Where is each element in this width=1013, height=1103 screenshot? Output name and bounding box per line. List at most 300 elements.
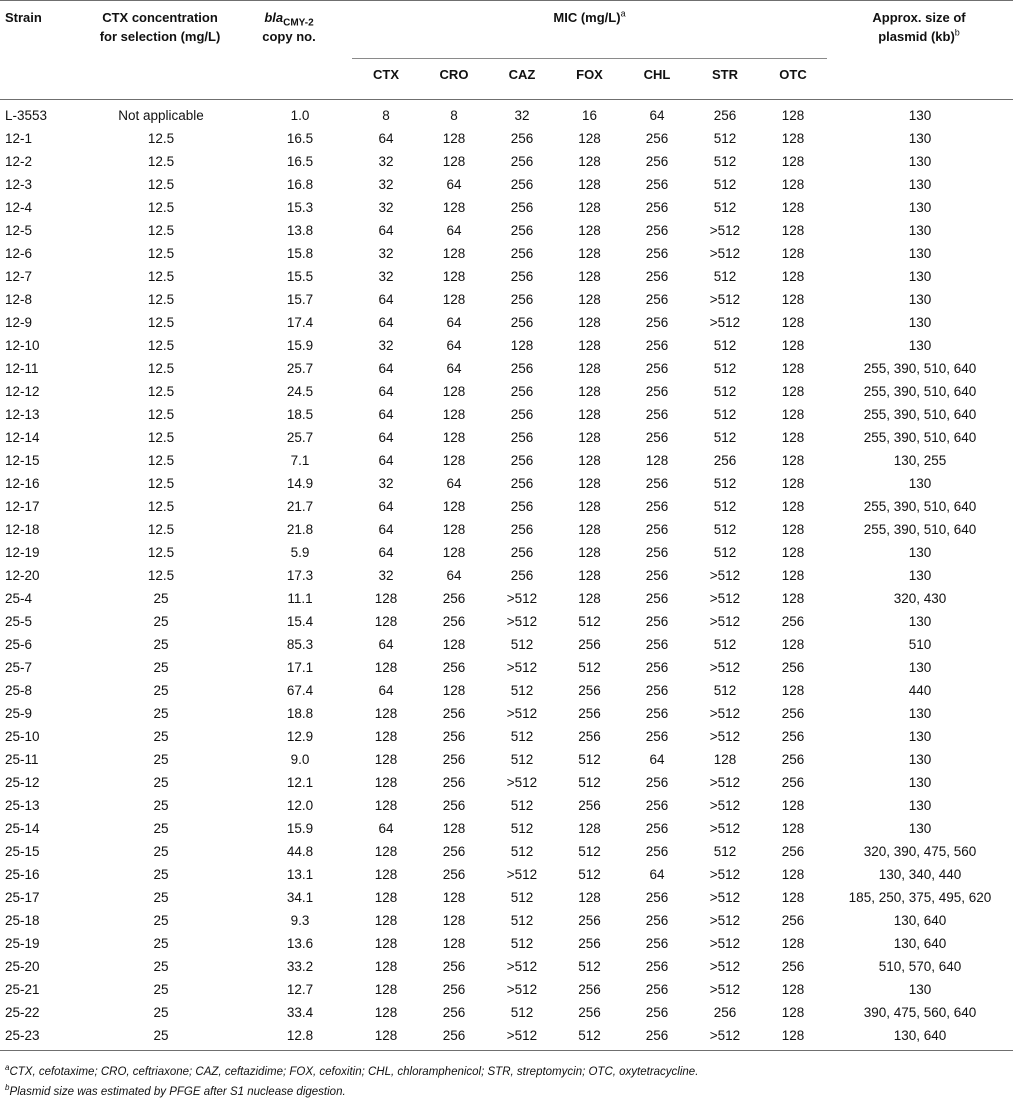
cell-mic-fox: 256: [578, 936, 601, 951]
cell-ctx-concentration: 25: [153, 706, 169, 721]
header-bla-italic: bla: [264, 10, 284, 25]
cell-ctx-concentration: 12.5: [147, 292, 175, 307]
cell-bla-copy-number: 33.2: [286, 959, 314, 974]
cell-plasmid-size: 130: [908, 108, 932, 123]
cell-mic-str: >512: [709, 959, 741, 974]
cell-ctx-concentration: 12.5: [147, 246, 175, 261]
cell-mic-str: >512: [709, 867, 741, 882]
cell-mic-str: 512: [713, 844, 737, 859]
cell-strain: 25-10: [5, 729, 40, 744]
cell-mic-otc: 128: [781, 269, 805, 284]
cell-mic-fox: 256: [578, 706, 601, 721]
cell-mic-fox: 128: [578, 200, 601, 215]
cell-plasmid-size: 130: [908, 775, 932, 790]
cell-bla-copy-number: 7.1: [290, 453, 310, 468]
cell-mic-str: 512: [713, 338, 737, 353]
table-row: [0, 748, 1013, 771]
cell-mic-chl: 256: [645, 890, 669, 905]
cell-mic-otc: 256: [781, 752, 805, 767]
table-row: [0, 426, 1013, 449]
cell-mic-caz: 512: [510, 936, 534, 951]
cell-mic-ctx: 8: [382, 108, 390, 123]
cell-plasmid-size: 130, 640: [893, 936, 947, 951]
cell-mic-cro: 128: [442, 453, 466, 468]
cell-mic-fox: 512: [578, 752, 601, 767]
cell-plasmid-size: 130, 640: [893, 1028, 947, 1043]
cell-mic-fox: 16: [581, 108, 598, 123]
cell-mic-str: >512: [709, 913, 741, 928]
cell-mic-cro: 128: [442, 407, 466, 422]
cell-mic-caz: 256: [510, 453, 534, 468]
cell-plasmid-size: 130: [908, 177, 932, 192]
cell-ctx-concentration: 12.5: [147, 476, 175, 491]
cell-mic-caz: >512: [506, 867, 538, 882]
header-strain: [5, 8, 42, 27]
cell-mic-caz: 512: [510, 844, 534, 859]
table-row: [0, 886, 1013, 909]
cell-mic-chl: 256: [645, 476, 669, 491]
cell-ctx-concentration: 25: [153, 660, 169, 675]
cell-plasmid-size: 130: [908, 292, 932, 307]
cell-bla-copy-number: 33.4: [286, 1005, 314, 1020]
cell-mic-chl: 256: [645, 315, 669, 330]
cell-mic-ctx: 128: [374, 1028, 398, 1043]
cell-plasmid-size: 440: [908, 683, 932, 698]
cell-mic-fox: 128: [578, 154, 601, 169]
cell-ctx-concentration: 25: [153, 821, 169, 836]
cell-ctx-concentration: 12.5: [147, 361, 175, 376]
cell-mic-caz: 128: [510, 338, 534, 353]
cell-mic-cro: 256: [442, 867, 466, 882]
cell-mic-otc: 128: [781, 683, 805, 698]
cell-mic-str: 512: [713, 683, 737, 698]
cell-strain: 25-9: [5, 706, 33, 721]
cell-plasmid-size: 510: [908, 637, 932, 652]
cell-mic-cro: 128: [442, 890, 466, 905]
cell-mic-ctx: 64: [378, 361, 394, 376]
footnotes: [5, 1062, 698, 1102]
table-row: [0, 242, 1013, 265]
cell-mic-chl: 256: [645, 430, 669, 445]
cell-mic-ctx: 128: [374, 660, 398, 675]
cell-mic-chl: 256: [645, 545, 669, 560]
cell-mic-chl: 64: [649, 867, 665, 882]
table-row: [0, 679, 1013, 702]
table-row: [0, 472, 1013, 495]
header-ctx-line1: CTX concentration: [102, 10, 218, 25]
cell-mic-chl: 256: [645, 729, 669, 744]
cell-mic-caz: >512: [506, 660, 538, 675]
cell-strain: 25-4: [5, 591, 33, 606]
subheader-ctx: CTX: [373, 67, 399, 82]
cell-mic-caz: >512: [506, 591, 538, 606]
table-bottom-rule: [0, 1050, 1013, 1051]
cell-mic-caz: 256: [510, 384, 534, 399]
cell-mic-ctx: 64: [378, 292, 394, 307]
cell-mic-cro: 256: [442, 660, 466, 675]
cell-mic-ctx: 32: [378, 154, 394, 169]
cell-strain: 12-1: [5, 131, 33, 146]
cell-mic-otc: 128: [781, 131, 805, 146]
cell-mic-otc: 128: [781, 430, 805, 445]
cell-mic-otc: 256: [781, 706, 805, 721]
cell-mic-otc: 128: [781, 338, 805, 353]
header-bla-subscript: CMY-2: [283, 17, 314, 29]
cell-mic-chl: 256: [645, 660, 669, 675]
cell-mic-otc: 128: [781, 292, 805, 307]
table-row: [0, 288, 1013, 311]
cell-mic-caz: 256: [510, 545, 534, 560]
cell-mic-caz: >512: [506, 959, 538, 974]
cell-mic-chl: 256: [645, 936, 669, 951]
cell-plasmid-size: 255, 390, 510, 640: [863, 430, 977, 445]
cell-mic-ctx: 64: [378, 223, 394, 238]
cell-mic-otc: 128: [781, 867, 805, 882]
table-row: [0, 380, 1013, 403]
header-mic-footnote-mark: a: [620, 8, 626, 19]
cell-mic-ctx: 64: [378, 522, 394, 537]
cell-mic-otc: 128: [781, 1028, 805, 1043]
cell-mic-ctx: 128: [374, 775, 398, 790]
cell-mic-ctx: 32: [378, 200, 394, 215]
cell-mic-otc: 128: [781, 407, 805, 422]
cell-mic-fox: 128: [578, 292, 601, 307]
table-row: [0, 173, 1013, 196]
cell-mic-cro: 128: [442, 545, 466, 560]
cell-plasmid-size: 130: [908, 982, 932, 997]
cell-mic-str: 512: [713, 430, 737, 445]
cell-mic-fox: 512: [578, 775, 601, 790]
cell-mic-ctx: 32: [378, 338, 394, 353]
cell-bla-copy-number: 34.1: [286, 890, 314, 905]
cell-bla-copy-number: 16.5: [286, 154, 314, 169]
cell-ctx-concentration: 12.5: [147, 545, 175, 560]
cell-mic-ctx: 128: [374, 1005, 398, 1020]
cell-mic-caz: 512: [510, 890, 534, 905]
cell-ctx-concentration: 12.5: [147, 131, 175, 146]
cell-bla-copy-number: 11.1: [287, 591, 313, 606]
cell-plasmid-size: 130: [908, 200, 932, 215]
cell-mic-fox: 512: [578, 614, 601, 629]
table-row: [0, 357, 1013, 380]
cell-mic-str: 512: [713, 545, 737, 560]
cell-mic-fox: 128: [578, 591, 601, 606]
cell-mic-ctx: 64: [378, 453, 394, 468]
cell-mic-otc: 128: [781, 982, 805, 997]
cell-mic-fox: 512: [578, 844, 601, 859]
cell-mic-cro: 128: [442, 430, 466, 445]
cell-mic-cro: 128: [442, 269, 466, 284]
cell-bla-copy-number: 12.8: [286, 1028, 314, 1043]
cell-mic-ctx: 128: [374, 752, 398, 767]
cell-mic-str: >512: [709, 821, 741, 836]
subheader-chl: CHL: [643, 67, 671, 82]
cell-mic-cro: 128: [442, 200, 466, 215]
cell-bla-copy-number: 15.9: [286, 338, 314, 353]
cell-plasmid-size: 130: [908, 660, 932, 675]
cell-ctx-concentration: 12.5: [147, 269, 175, 284]
cell-mic-chl: 256: [645, 959, 669, 974]
cell-bla-copy-number: 44.8: [286, 844, 314, 859]
cell-ctx-concentration: 25: [153, 614, 169, 629]
cell-mic-str: 512: [713, 476, 737, 491]
cell-mic-cro: 128: [442, 246, 466, 261]
cell-bla-copy-number: 25.7: [286, 430, 314, 445]
cell-ctx-concentration: 12.5: [147, 522, 175, 537]
cell-mic-otc: 128: [781, 936, 805, 951]
cell-bla-copy-number: 85.3: [286, 637, 314, 652]
cell-mic-cro: 256: [442, 798, 466, 813]
cell-strain: 25-16: [5, 867, 40, 882]
table-row: [0, 403, 1013, 426]
cell-mic-fox: 128: [578, 315, 601, 330]
cell-strain: L-3553: [5, 108, 48, 123]
cell-plasmid-size: 130: [908, 545, 932, 560]
cell-bla-copy-number: 17.4: [286, 315, 314, 330]
cell-mic-str: >512: [709, 614, 741, 629]
table-row: [0, 311, 1013, 334]
cell-mic-otc: 128: [781, 568, 805, 583]
cell-mic-ctx: 64: [378, 430, 394, 445]
cell-plasmid-size: 130, 255: [893, 453, 947, 468]
cell-mic-fox: 128: [578, 223, 601, 238]
table-row: [0, 1024, 1013, 1047]
cell-strain: 25-20: [5, 959, 40, 974]
cell-bla-copy-number: 15.5: [286, 269, 314, 284]
cell-plasmid-size: 255, 390, 510, 640: [863, 407, 977, 422]
cell-mic-cro: 256: [442, 591, 466, 606]
cell-bla-copy-number: 9.0: [290, 752, 310, 767]
cell-mic-ctx: 64: [378, 384, 394, 399]
cell-mic-caz: 256: [510, 499, 534, 514]
cell-mic-otc: 128: [781, 545, 805, 560]
cell-plasmid-size: 130: [908, 729, 932, 744]
cell-mic-caz: 256: [510, 200, 534, 215]
cell-mic-str: >512: [709, 246, 741, 261]
header-mic-label: MIC (mg/L): [553, 10, 621, 25]
cell-mic-str: >512: [709, 292, 741, 307]
cell-bla-copy-number: 18.8: [286, 706, 314, 721]
cell-mic-caz: 256: [510, 131, 534, 146]
cell-bla-copy-number: 18.5: [286, 407, 314, 422]
cell-mic-caz: 256: [510, 223, 534, 238]
cell-strain: 12-7: [5, 269, 33, 284]
cell-mic-otc: 128: [781, 499, 805, 514]
cell-mic-ctx: 128: [374, 844, 398, 859]
cell-mic-chl: 256: [645, 131, 669, 146]
cell-mic-otc: 128: [781, 453, 805, 468]
cell-mic-ctx: 128: [374, 867, 398, 882]
cell-mic-ctx: 128: [374, 936, 398, 951]
cell-mic-caz: 256: [510, 269, 534, 284]
cell-ctx-concentration: 25: [153, 798, 169, 813]
cell-mic-otc: 128: [781, 223, 805, 238]
cell-strain: 25-11: [5, 752, 39, 767]
header-bottom-rule: [0, 99, 1013, 100]
cell-mic-ctx: 128: [374, 913, 398, 928]
cell-bla-copy-number: 24.5: [286, 384, 314, 399]
cell-strain: 25-6: [5, 637, 33, 652]
cell-ctx-concentration: 25: [153, 1028, 169, 1043]
cell-mic-caz: 256: [510, 476, 534, 491]
cell-mic-ctx: 128: [374, 591, 398, 606]
cell-mic-otc: 128: [781, 637, 805, 652]
cell-plasmid-size: 130, 340, 440: [878, 867, 962, 882]
table-row: [0, 656, 1013, 679]
cell-bla-copy-number: 15.7: [286, 292, 314, 307]
cell-mic-ctx: 128: [374, 614, 398, 629]
cell-bla-copy-number: 16.8: [286, 177, 314, 192]
cell-mic-fox: 256: [578, 798, 601, 813]
cell-bla-copy-number: 12.0: [286, 798, 314, 813]
cell-strain: 12-9: [5, 315, 33, 330]
cell-strain: 12-15: [5, 453, 40, 468]
cell-plasmid-size: 320, 430: [893, 591, 947, 606]
cell-mic-fox: 256: [578, 913, 601, 928]
cell-mic-ctx: 64: [378, 407, 394, 422]
cell-mic-ctx: 64: [378, 683, 394, 698]
cell-bla-copy-number: 12.9: [286, 729, 314, 744]
footnote-a: [5, 1062, 698, 1082]
cell-mic-str: >512: [709, 775, 741, 790]
cell-ctx-concentration: 25: [153, 913, 169, 928]
cell-mic-cro: 128: [442, 292, 466, 307]
table-row: [0, 932, 1013, 955]
cell-bla-copy-number: 25.7: [286, 361, 314, 376]
cell-mic-ctx: 32: [378, 568, 394, 583]
cell-strain: 12-2: [5, 154, 33, 169]
cell-strain: 12-12: [5, 384, 40, 399]
cell-strain: 25-19: [5, 936, 40, 951]
cell-mic-chl: 256: [645, 637, 669, 652]
cell-ctx-concentration: 12.5: [147, 315, 175, 330]
cell-mic-ctx: 128: [374, 729, 398, 744]
cell-mic-ctx: 64: [378, 315, 394, 330]
cell-mic-chl: 256: [645, 982, 669, 997]
cell-mic-caz: 256: [510, 522, 534, 537]
cell-mic-fox: 256: [578, 1005, 601, 1020]
cell-plasmid-size: 255, 390, 510, 640: [863, 361, 977, 376]
table-row: [0, 771, 1013, 794]
cell-mic-fox: 128: [578, 361, 601, 376]
cell-mic-str: >512: [709, 660, 741, 675]
cell-mic-otc: 128: [781, 108, 805, 123]
cell-ctx-concentration: 12.5: [147, 154, 175, 169]
cell-mic-fox: 128: [578, 131, 601, 146]
cell-mic-otc: 128: [781, 1005, 805, 1020]
cell-plasmid-size: 130: [908, 269, 932, 284]
cell-bla-copy-number: 16.5: [286, 131, 314, 146]
cell-mic-chl: 256: [645, 154, 669, 169]
cell-mic-ctx: 32: [378, 177, 394, 192]
cell-plasmid-size: 255, 390, 510, 640: [863, 522, 977, 537]
cell-mic-chl: 256: [645, 292, 669, 307]
cell-bla-copy-number: 12.7: [286, 982, 314, 997]
cell-mic-str: 512: [713, 269, 737, 284]
cell-mic-chl: 256: [645, 246, 669, 261]
cell-mic-str: >512: [709, 1028, 741, 1043]
cell-mic-otc: 256: [781, 729, 805, 744]
table-row: [0, 978, 1013, 1001]
cell-bla-copy-number: 17.1: [286, 660, 314, 675]
cell-mic-ctx: 32: [378, 269, 394, 284]
cell-mic-str: >512: [709, 315, 741, 330]
cell-strain: 25-7: [5, 660, 33, 675]
cell-mic-caz: >512: [506, 706, 538, 721]
cell-mic-fox: 512: [578, 660, 601, 675]
table-row: [0, 265, 1013, 288]
cell-mic-cro: 128: [442, 913, 466, 928]
cell-mic-chl: 256: [645, 821, 669, 836]
header-bla-copy-number: [248, 8, 330, 46]
subheader-caz: CAZ: [508, 67, 536, 82]
cell-mic-chl: 256: [645, 913, 669, 928]
cell-mic-cro: 128: [442, 499, 466, 514]
cell-mic-fox: 128: [578, 568, 601, 583]
cell-mic-cro: 64: [446, 177, 462, 192]
cell-mic-cro: 256: [442, 959, 466, 974]
footnote-a-text: CTX, cefotaxime; CRO, ceftriaxone; CAZ, ceftazidime; FOX, cefoxitin; CHL, chloramphenicol; STR, streptomycin; OTC, oxytetracycline.: [9, 1066, 699, 1078]
cell-strain: 25-12: [5, 775, 40, 790]
cell-mic-cro: 64: [446, 476, 462, 491]
cell-mic-chl: 256: [645, 499, 669, 514]
cell-mic-str: >512: [709, 890, 741, 905]
cell-mic-caz: 256: [510, 177, 534, 192]
cell-mic-fox: 256: [578, 637, 601, 652]
cell-ctx-concentration: 12.5: [147, 430, 175, 445]
cell-mic-caz: 512: [510, 798, 534, 813]
cell-strain: 25-5: [5, 614, 33, 629]
header-plasmid-line2: plasmid (kb): [878, 29, 955, 44]
cell-ctx-concentration: 25: [153, 1005, 169, 1020]
cell-mic-cro: 64: [446, 223, 462, 238]
cell-mic-caz: 512: [510, 752, 534, 767]
footnote-a-mark: a: [5, 1063, 10, 1073]
cell-mic-otc: 128: [781, 315, 805, 330]
cell-strain: 12-6: [5, 246, 33, 261]
cell-mic-otc: 256: [781, 913, 805, 928]
cell-mic-chl: 256: [645, 384, 669, 399]
cell-ctx-concentration: 25: [153, 752, 169, 767]
table-row: [0, 955, 1013, 978]
cell-mic-fox: 128: [578, 476, 601, 491]
cell-mic-caz: 256: [510, 246, 534, 261]
cell-ctx-concentration: 25: [153, 959, 169, 974]
cell-mic-caz: 256: [510, 315, 534, 330]
cell-mic-chl: 256: [645, 706, 669, 721]
cell-strain: 25-21: [5, 982, 40, 997]
header-plasmid-line1: Approx. size of: [872, 10, 966, 25]
cell-mic-ctx: 128: [374, 798, 398, 813]
table-row: [0, 541, 1013, 564]
cell-mic-chl: 256: [645, 522, 669, 537]
cell-strain: 25-8: [5, 683, 33, 698]
cell-mic-cro: 8: [450, 108, 458, 123]
cell-mic-cro: 64: [446, 315, 462, 330]
cell-ctx-concentration: 25: [153, 683, 169, 698]
cell-ctx-concentration: Not applicable: [118, 108, 204, 123]
cell-ctx-concentration: 25: [153, 775, 169, 790]
cell-bla-copy-number: 5.9: [290, 545, 310, 560]
cell-ctx-concentration: 25: [153, 637, 169, 652]
cell-mic-fox: 256: [578, 683, 601, 698]
cell-mic-fox: 512: [578, 1028, 601, 1043]
cell-plasmid-size: 130: [908, 798, 932, 813]
subheader-otc: OTC: [779, 67, 807, 82]
cell-mic-cro: 128: [442, 522, 466, 537]
cell-strain: 12-8: [5, 292, 33, 307]
cell-mic-caz: >512: [506, 614, 538, 629]
